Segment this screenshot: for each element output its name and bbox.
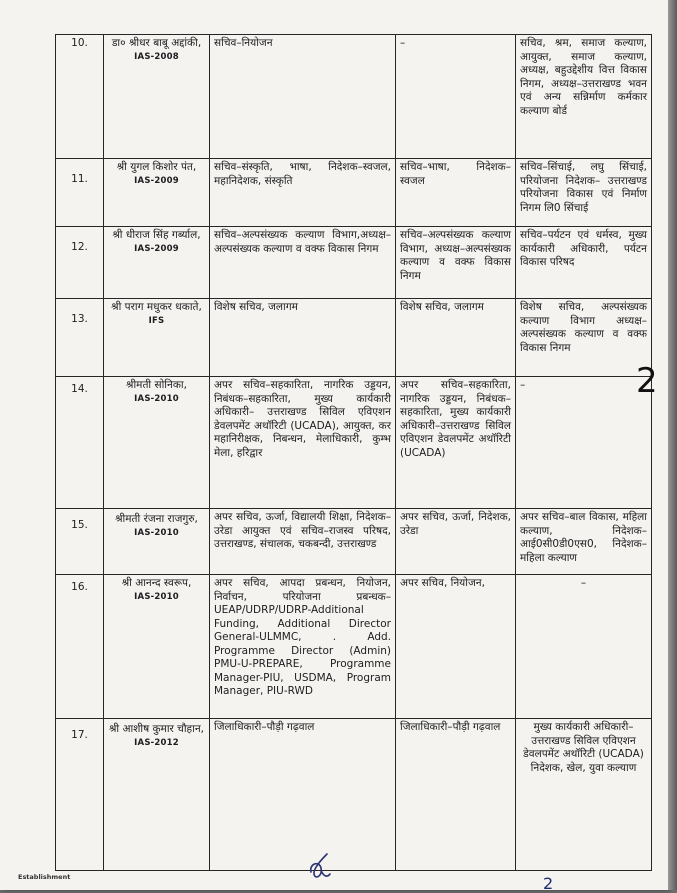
serial-number: 17.	[56, 719, 104, 871]
officer-name: श्री आशीष कुमार चौहान,	[108, 723, 205, 735]
current-posts: सचिव–नियोजन	[214, 37, 273, 49]
officer-service: IAS-2009	[134, 175, 179, 186]
footer-label: Establishment	[18, 873, 71, 881]
additional-posts: –	[400, 37, 406, 49]
current-posts: अपर सचिव, आपदा प्रबन्धन, नियोजन, निर्वाचन, परियोजना प्रबन्धक–UEAP/UDRP/UDRP-Additional Funding, Additional Director General-ULMMC, . Add. Programme Director (Admin) PMU-U-PREPARE, Programme Manager-PIU, USDMA, Program Manager, PIU-RWD	[214, 577, 391, 697]
officer-name: श्री आनन्द स्वरूप,	[121, 577, 192, 589]
additional-posts-cell	[396, 299, 516, 377]
additional-posts: विशेष सचिव, जलागम	[400, 301, 484, 313]
serial-number: 16.	[56, 575, 104, 719]
additional-posts: अपर सचिव, नियोजन,	[400, 577, 485, 589]
officer-name-cell	[104, 575, 210, 719]
officer-name-cell	[104, 719, 210, 871]
new-posts: विशेष सचिव, अल्पसंख्यक कल्याण विभाग अध्यक्ष–अल्पसंख्यक कल्याण व वक्फ विकास निगम	[520, 301, 647, 354]
additional-posts: जिलाधिकारी–पौड़ी गढ़वाल	[400, 721, 501, 733]
new-posts: सचिव–पर्यटन एवं धर्मस्व, मुख्य कार्यकारी अधिकारी, पर्यटन विकास परिषद	[520, 229, 647, 268]
officer-name: श्री युगल किशोर पंत,	[116, 161, 197, 173]
officer-name-cell	[104, 159, 210, 227]
current-posts-cell	[210, 159, 396, 227]
officer-name-cell	[104, 377, 210, 509]
current-posts: सचिव–अल्पसंख्यक कल्याण विभाग,अध्यक्ष–अल्पसंख्यक कल्याण व वक्फ विकास निगम	[214, 229, 391, 255]
additional-posts: अपर सचिव, ऊर्जा, निदेशक, उरेडा	[400, 511, 511, 537]
bottom-page-number: 2	[543, 874, 554, 893]
new-posts-cell	[516, 159, 652, 227]
officer-name: श्री धीराज सिंह गर्ब्याल,	[112, 229, 201, 241]
table-row	[56, 159, 652, 227]
serial-number: 13.	[56, 299, 104, 377]
new-posts-cell	[516, 575, 652, 719]
additional-posts-cell	[396, 159, 516, 227]
table-row	[56, 509, 652, 575]
additional-posts-cell	[396, 719, 516, 871]
new-posts: अपर सचिव–बाल विकास, महिला कल्याण, निदेशक–आई0सी0डी0एस0, निदेशक–महिला कल्याण	[520, 511, 647, 564]
current-posts: जिलाधिकारी–पौड़ी गढ़वाल	[214, 721, 315, 733]
table-row	[56, 377, 652, 509]
new-posts-cell	[516, 35, 652, 159]
current-posts-cell	[210, 575, 396, 719]
current-posts: सचिव–संस्कृति, भाषा, निदेशक–स्वजल, महानिदेशक, संस्कृति	[214, 161, 391, 187]
additional-posts: सचिव–अल्पसंख्यक कल्याण विभाग, अध्यक्ष–अल्पसंख्यक कल्याण व वक्फ विकास निगम	[400, 229, 511, 282]
signature-mark	[305, 852, 335, 886]
serial-number: 12.	[56, 227, 104, 299]
current-posts-cell	[210, 377, 396, 509]
officer-name: डा० श्रीधर बाबू अद्दांकी,	[111, 37, 202, 49]
officer-service: IAS-2010	[134, 591, 179, 602]
current-posts-cell	[210, 719, 396, 871]
current-posts: विशेष सचिव, जलागम	[214, 301, 298, 313]
current-posts-cell	[210, 299, 396, 377]
table-row	[56, 575, 652, 719]
officer-service: IAS-2010	[134, 527, 179, 538]
new-posts: –	[580, 577, 587, 589]
serial-number: 14.	[56, 377, 104, 509]
current-posts: अपर सचिव, ऊर्जा, विद्यालयी शिक्षा, निदेशक–उरेडा आयुक्त एवं सचिव–राजस्व परिषद, उत्तराखण्ड, संचालक, चकबन्दी, उत्तराखण्ड	[214, 511, 391, 550]
additional-posts: अपर सचिव–सहकारिता, नागरिक उड्डयन, निबंधक–सहकारिता, मुख्य कार्यकारी अधिकारी–उत्तराखण्ड सिविल एविएशन डेवलपमेंट अथॉरिटी (UCADA)	[400, 379, 511, 459]
new-posts-cell	[516, 227, 652, 299]
current-posts-cell	[210, 509, 396, 575]
officer-name-cell	[104, 35, 210, 159]
new-posts: सचिव–सिंचाई, लघु सिंचाई, परियोजना निदेशक– उत्तराखण्ड परियोजना विकास एवं निर्माण निगम लि0 सिंचाई	[520, 161, 647, 214]
officer-service: IFS	[148, 315, 165, 326]
page-edge-shadow	[668, 0, 677, 890]
new-posts: मुख्य कार्यकारी अधिकारी–उत्तराखण्ड सिविल एविएशन डेवलपमेंट अथॉरिटी (UCADA) निदेशक, खेल, युवा कल्याण	[523, 721, 644, 774]
serial-number: 11.	[56, 159, 104, 227]
table-row	[56, 299, 652, 377]
officer-name-cell	[104, 509, 210, 575]
table-row	[56, 227, 652, 299]
officer-name: श्रीमती सोनिका,	[126, 379, 187, 391]
current-posts-cell	[210, 227, 396, 299]
additional-posts-cell	[396, 575, 516, 719]
officer-service: IAS-2010	[134, 393, 179, 404]
current-posts: अपर सचिव–सहकारिता, नागरिक उड्डयन, निबंधक–सहकारिता, मुख्य कार्यकारी अधिकारी– उत्तराखण्ड सिविल एविएशन डेवलपमेंट अथॉरिटी (UCADA), आयुक्त, कर महानिरीक्षक, निबन्धन, मेलाधिकारी, कुम्भ मेला, हरिद्वार	[214, 379, 391, 459]
table-row	[56, 35, 652, 159]
table-row	[56, 719, 652, 871]
additional-posts-cell	[396, 35, 516, 159]
additional-posts-cell	[396, 227, 516, 299]
additional-posts-cell	[396, 509, 516, 575]
officer-name-cell	[104, 299, 210, 377]
new-posts-cell	[516, 719, 652, 871]
officer-name-cell	[104, 227, 210, 299]
page-marker-number: 2	[636, 361, 658, 401]
serial-number: 10.	[56, 35, 104, 159]
serial-number: 15.	[56, 509, 104, 575]
officer-service: IAS-2008	[134, 51, 179, 62]
new-posts-cell	[516, 299, 652, 377]
officer-name: श्री पराग मधुकर धकाते,	[111, 301, 202, 313]
additional-posts: सचिव–भाषा, निदेशक–स्वजल	[400, 161, 511, 187]
officer-name: श्रीमती रंजना राजगुरु,	[115, 513, 198, 525]
officer-service: IAS-2009	[134, 243, 179, 254]
new-posts: –	[520, 379, 526, 391]
new-posts: सचिव, श्रम, समाज कल्याण, आयुक्त, समाज कल्याण, अध्यक्ष, बहुउद्देशीय वित्त विकास निगम, अध्यक्ष–उत्तराखण्ड भवन एवं अन्य सन्निर्माण कर्मकार कल्याण बोर्ड	[520, 37, 647, 117]
officers-posting-table	[55, 34, 652, 871]
additional-posts-cell	[396, 377, 516, 509]
officer-service: IAS-2012	[134, 737, 179, 748]
new-posts-cell	[516, 377, 652, 509]
new-posts-cell	[516, 509, 652, 575]
current-posts-cell	[210, 35, 396, 159]
